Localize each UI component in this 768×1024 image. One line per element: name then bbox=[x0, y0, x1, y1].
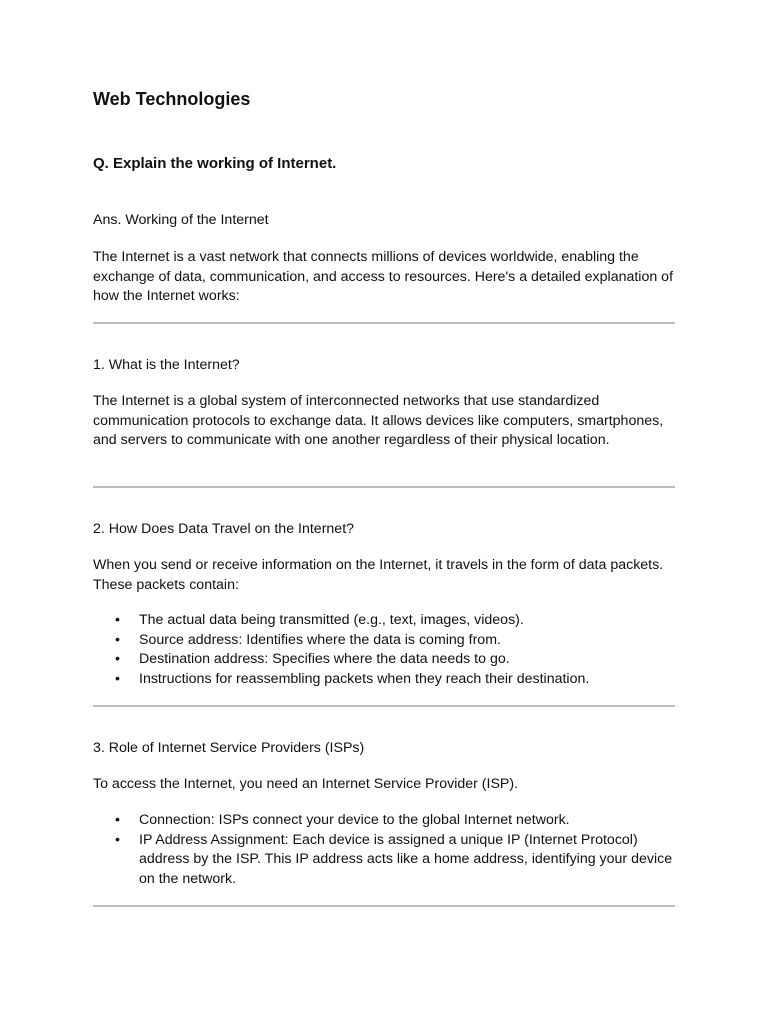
bullet-icon: • bbox=[115, 631, 120, 648]
section-2-bullet-list bbox=[93, 611, 675, 689]
section-3-bullet-list bbox=[93, 811, 675, 889]
list-item-text: IP Address Assignment: Each device is assigned a unique IP (Internet Protocol) address by the ISP. This IP address acts like a home address, identifying your device on the network. bbox=[139, 831, 673, 887]
list-item bbox=[93, 650, 675, 670]
document-title: Web Technologies bbox=[93, 89, 251, 109]
bullet-icon: • bbox=[115, 651, 120, 667]
list-item-text: Connection: ISPs connect your device to the global Internet network. bbox=[139, 812, 570, 828]
section-divider bbox=[93, 705, 675, 707]
bullet-icon: • bbox=[115, 612, 120, 628]
list-item bbox=[93, 831, 675, 890]
list-item bbox=[93, 670, 675, 690]
bullet-icon: • bbox=[115, 831, 120, 848]
list-item-text: Destination address: Specifies where the data needs to go. bbox=[139, 651, 510, 667]
list-item bbox=[93, 611, 675, 631]
section-2-body: When you send or receive information on the Internet, it travels in the form of data packets. These packets contain: bbox=[93, 557, 664, 593]
list-item bbox=[93, 811, 675, 831]
bullet-icon: • bbox=[115, 812, 120, 828]
intro-paragraph: The Internet is a vast network that connects millions of devices worldwide, enabling the exchange of data, communication, and access to resources. Here's a detailed explanation of how the Internet works: bbox=[93, 249, 674, 304]
section-3-body: To access the Internet, you need an Internet Service Provider (ISP). bbox=[93, 776, 519, 792]
section-2-heading: 2. How Does Data Travel on the Internet? bbox=[93, 521, 355, 537]
section-divider bbox=[93, 486, 675, 488]
list-item bbox=[93, 631, 675, 651]
list-item-text: The actual data being transmitted (e.g., text, images, videos). bbox=[139, 612, 524, 628]
section-1-heading: 1. What is the Internet? bbox=[93, 357, 240, 373]
list-item-text: Source address: Identifies where the data is coming from. bbox=[139, 631, 501, 648]
section-1-body: The Internet is a global system of interconnected networks that use standardized communication protocols to exchange data. It allows devices like computers, smartphones, and servers to communicate with one another regardless of their physical location. bbox=[93, 393, 664, 448]
section-3-heading: 3. Role of Internet Service Providers (ISPs) bbox=[93, 740, 365, 756]
bullet-icon: • bbox=[115, 670, 120, 687]
question-heading: Q. Explain the working of Internet. bbox=[93, 155, 337, 172]
list-item-text: Instructions for reassembling packets when they reach their destination. bbox=[139, 670, 590, 687]
section-divider bbox=[93, 905, 675, 907]
section-divider bbox=[93, 322, 675, 324]
answer-heading: Ans. Working of the Internet bbox=[93, 212, 269, 228]
